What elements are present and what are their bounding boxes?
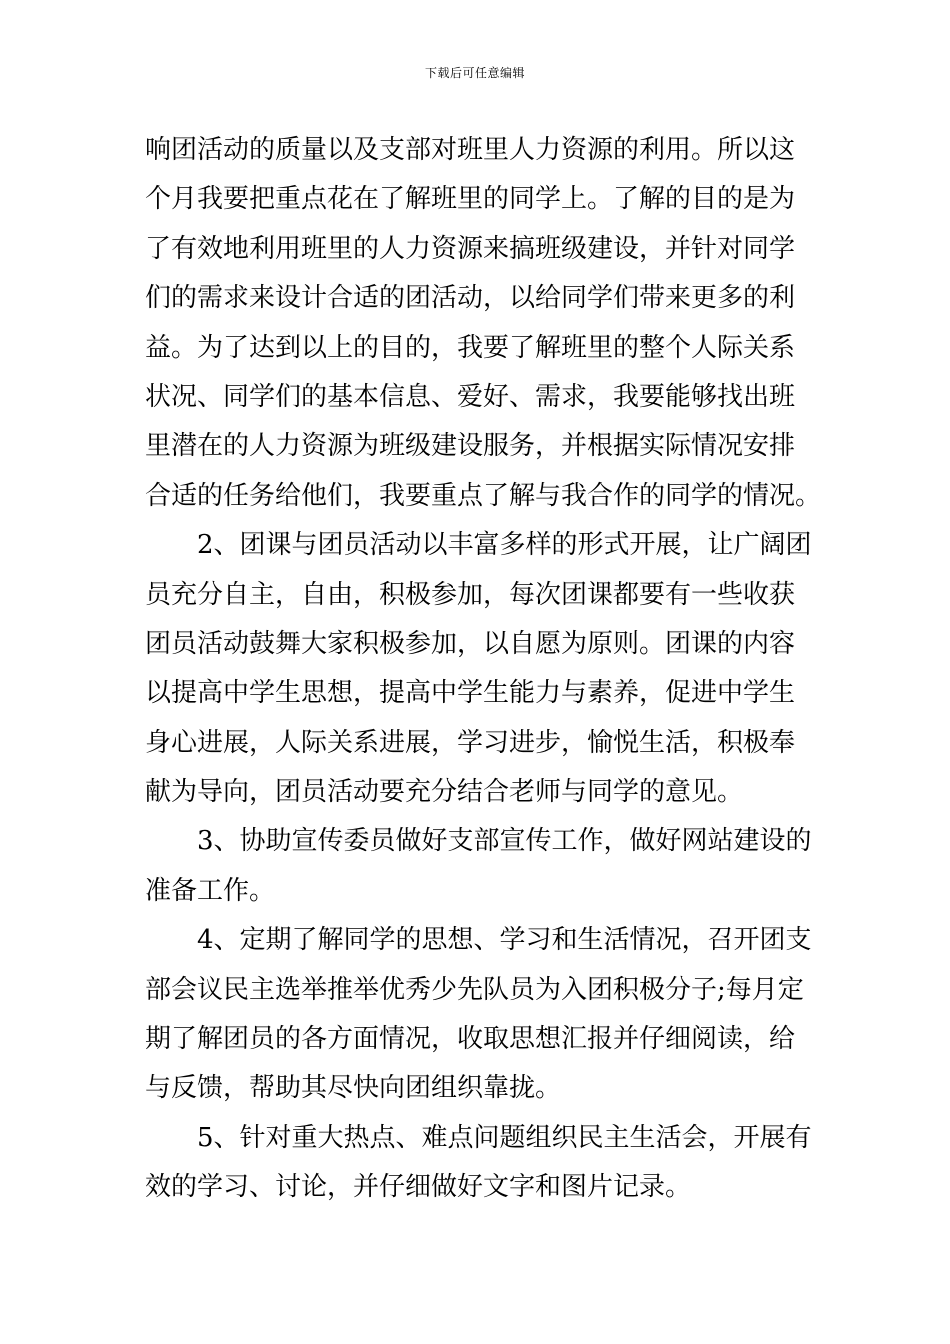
page-header: 下载后可任意编辑	[424, 66, 525, 80]
text-line: 益。为了达到以上的目的，我要了解班里的整个人际关系	[145, 332, 796, 363]
text-line: 状况、同学们的基本信息、爱好、需求，我要能够找出班	[145, 381, 796, 412]
paragraph-start-line: 2、团课与团员活动以丰富多样的形式开展，让广阔团	[197, 530, 812, 561]
text-line: 身心进展，人际关系进展，学习进步，愉悦生活，积极奉	[145, 727, 796, 758]
document-body	[145, 126, 822, 1213]
text-line: 员充分自主，自由，积极参加，每次团课都要有一些收获	[145, 579, 796, 610]
text-line: 以提高中学生思想，提高中学生能力与素养，促进中学生	[145, 678, 796, 709]
paragraph-start-line: 5、针对重大热点、难点问题组织民主生活会，开展有	[197, 1122, 812, 1153]
text-line: 期了解团员的各方面情况，收取思想汇报并仔细阅读，给	[145, 1024, 796, 1055]
text-line: 了有效地利用班里的人力资源来搞班级建设，并针对同学	[145, 233, 796, 264]
text-line: 个月我要把重点花在了解班里的同学上。了解的目的是为	[145, 184, 796, 215]
text-line: 们的需求来设计合适的团活动，以给同学们带来更多的利	[145, 283, 796, 314]
text-line: 合适的任务给他们，我要重点了解与我合作的同学的情况。	[145, 480, 822, 511]
text-line: 里潜在的人力资源为班级建设服务，并根据实际情况安排	[145, 431, 796, 462]
text-line: 效的学习、讨论，并仔细做好文字和图片记录。	[145, 1172, 692, 1203]
paragraph-start-line: 3、协助宣传委员做好支部宣传工作，做好网站建设的	[197, 826, 812, 857]
text-line: 献为导向，团员活动要充分结合老师与同学的意见。	[145, 777, 744, 808]
text-line: 团员活动鼓舞大家积极参加，以自愿为原则。团课的内容	[145, 628, 796, 659]
text-line: 与反馈，帮助其尽快向团组织靠拢。	[145, 1073, 562, 1104]
text-line: 响团活动的质量以及支部对班里人力资源的利用。所以这	[145, 135, 796, 165]
text-line: 准备工作。	[145, 875, 276, 906]
text-line: 部会议民主选举推举优秀少先队员为入团积极分子;每月定	[145, 974, 804, 1005]
paragraph-start-line: 4、定期了解同学的思想、学习和生活情况，召开团支	[197, 925, 812, 956]
